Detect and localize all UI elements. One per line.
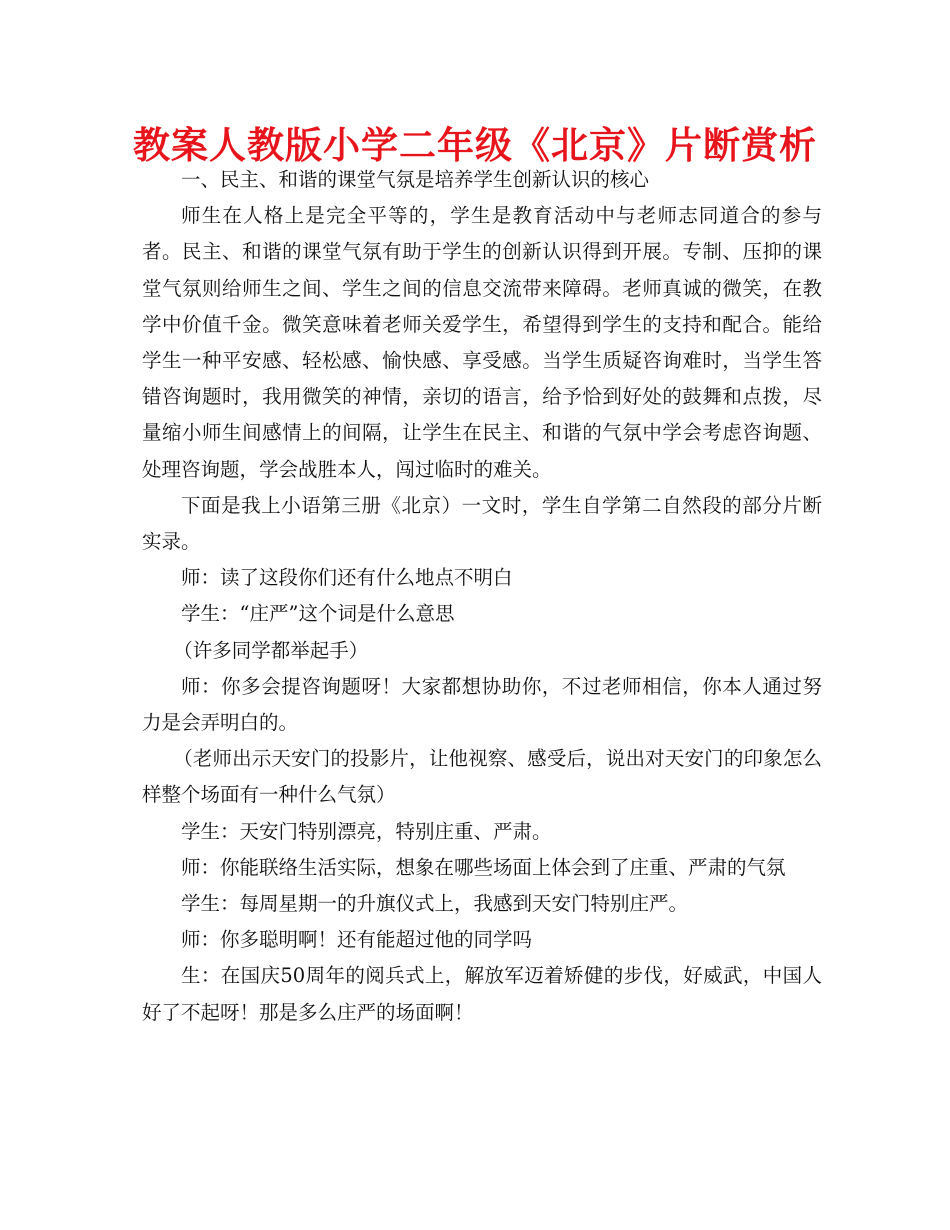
dialogue-line: 师：你多聪明啊！还有能超过他的同学吗 [181, 928, 533, 952]
document-body [142, 162, 822, 1031]
dialogue-line: 学生：天安门特别漂亮，特别庄重、严肃。 [181, 819, 552, 843]
dialogue-line: 学生：每周星期一的升旗仪式上，我感到天安门特别庄严。 [181, 892, 689, 916]
dialogue-line: 学生：“庄严”这个词是什么意思 [181, 602, 455, 626]
dialogue-line: 师：读了这段你们还有什么地点不明白 [181, 566, 513, 590]
paragraph-intro: 师生在人格上是完全平等的，学生是教育活动中与老师志同道合的参与者。民主、和谐的课堂气氛有助于学生的创新认识得到开展。专制、压抑的课堂气氛则给师生之间、学生之间的信息交流带来障碍。老师真诚的微笑，在教学中价值千金。微笑意味着老师关爱学生，希望得到学生的支持和配合。能给学生一种平安感、轻松感、愉快感、享受感。当学生质疑咨询难时，当学生答错咨询题时，我用微笑的神情，亲切的语言，给予恰到好处的鼓舞和点拨，尽量缩小师生间感情上的间隔，让学生在民主、和谐的气氛中学会考虑咨询题、处理咨询题，学会战胜本人，闯过临时的难关。 [142, 204, 822, 481]
stage-note: （许多同学都举起手） [173, 638, 369, 662]
dialogue-line: 师：你能联络生活实际，想象在哪些场面上体会到了庄重、严肃的气氛 [181, 855, 786, 879]
document-title: 教案人教版小学二年级《北京》片断赏析 [133, 124, 817, 167]
stage-note: （老师出示天安门的投影片，让他视察、感受后，说出对天安门的印象怎么样整个场面有一种什么气氛） [142, 747, 822, 807]
paragraph-context: 下面是我上小语第三册《北京）一文时，学生自学第二自然段的部分片断实录。 [142, 493, 822, 554]
dialogue-line: 生：在国庆50周年的阅兵式上，解放军迈着矫健的步伐，好威武，中国人好了不起呀！那是多么庄严的场面啊！ [142, 964, 822, 1024]
dialogue-line: 师：你多会提咨询题呀！大家都想协助你，不过老师相信，你本人通过努力是会弄明白的。 [142, 674, 822, 735]
section-heading: 一、民主、和谐的课堂气氛是培养学生创新认识的核心 [181, 168, 650, 191]
